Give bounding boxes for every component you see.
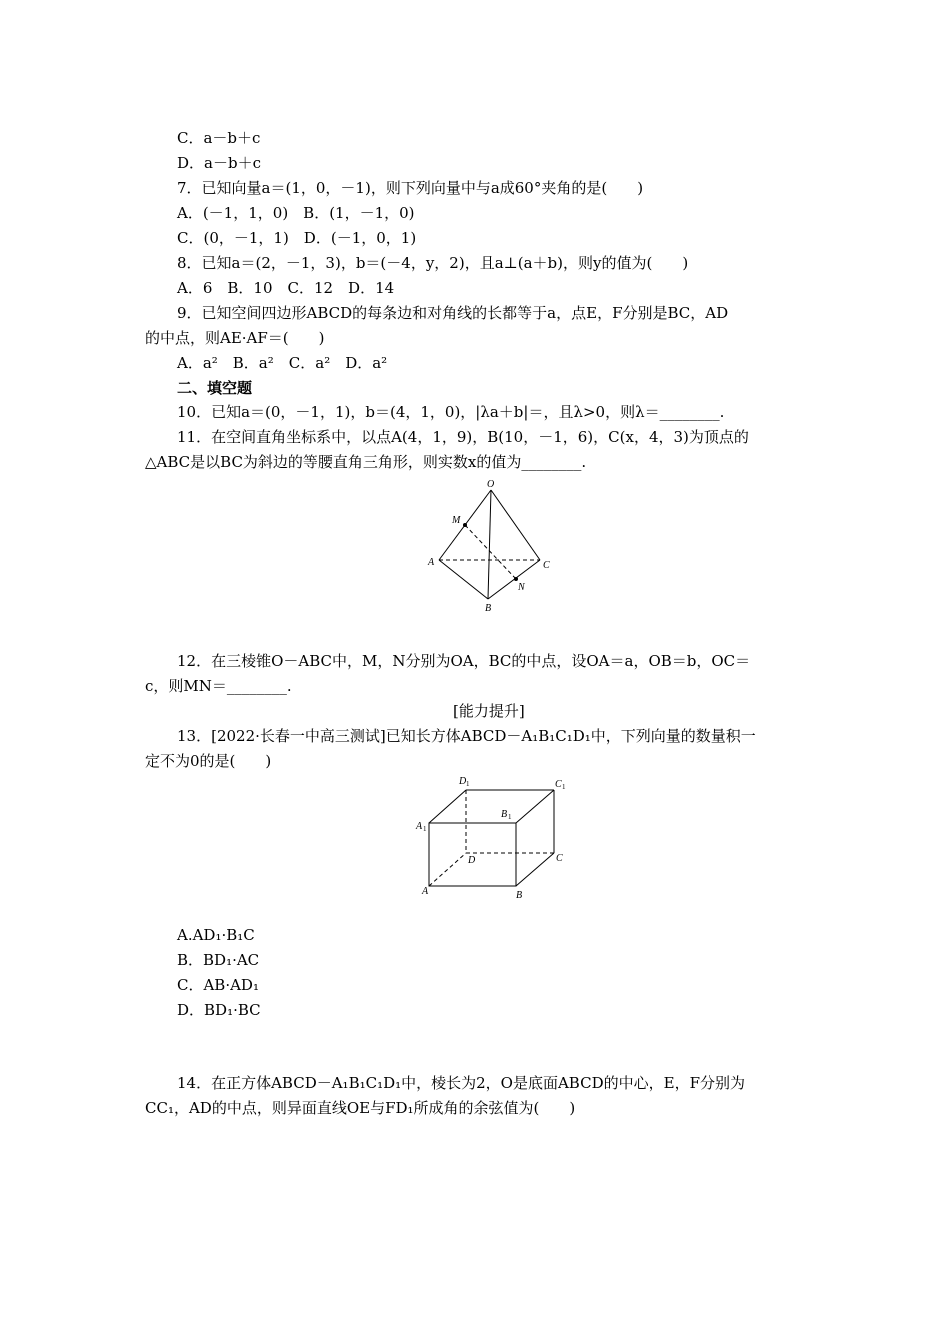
label-m: M: [452, 515, 461, 526]
options-ab-q7: A．(－1，1，0) B．(1，－1，0): [177, 204, 415, 222]
label-b: B: [485, 603, 492, 614]
svg-text:1: 1: [466, 780, 470, 788]
question-12-cont: c，则MN＝________.: [145, 677, 292, 695]
question-7: 7．已知向量a＝(1，0，－1)，则下列向量中与a成60°夹角的是( ): [177, 179, 644, 197]
question-13: 13．[2022·长春一中高三测试]已知长方体ABCD－A₁B₁C₁D₁中，下列向量的数量积一: [177, 727, 756, 745]
label-d: D: [468, 855, 476, 866]
question-12: 12．在三棱锥O－ABC中，M，N分别为OA，BC的中点，设OA＝a，OB＝b，OC＝: [177, 652, 751, 670]
question-11: 11．在空间直角坐标系中，以点A(4，1，9)，B(10，－1，6)，C(x，4，3)为顶点的: [177, 428, 749, 446]
options-cd-q7: C．(0，－1，1) D．(－1，0，1): [177, 229, 417, 247]
question-14-cont: CC₁，AD的中点，则异面直线OE与FD₁所成角的余弦值为( ): [145, 1099, 576, 1117]
label-a-cube: A: [422, 886, 429, 897]
section-title-fill-blank: 二、填空题: [177, 379, 253, 397]
label-b1: B: [501, 809, 508, 820]
options-q8: A．6 B．10 C．12 D．14: [177, 279, 395, 297]
question-10: 10．已知a＝(0，－1，1)，b＝(4，1，0)，|λa＋b|＝，且λ>0，则λ＝________.: [177, 403, 725, 421]
option-a-q13: A.AD₁·B₁C: [177, 926, 255, 944]
question-9: 9．已知空间四边形ABCD的每条边和对角线的长都等于a，点E，F分别是BC，AD: [177, 304, 729, 322]
tetrahedron-figure: [420, 476, 560, 616]
label-c1: C: [555, 779, 562, 790]
option-c-q13: C．AB·AD₁: [177, 976, 259, 994]
question-11-cont: △ABC是以BC为斜边的等腰直角三角形，则实数x的值为________.: [145, 453, 587, 471]
label-n: N: [518, 582, 525, 593]
option-d-q13: D．BD₁·BC: [177, 1001, 261, 1019]
section-title-ability: [能力提升]: [453, 702, 525, 720]
question-14: 14．在正方体ABCD－A₁B₁C₁D₁中，棱长为2，O是底面ABCD的中心，E，F分别为: [177, 1074, 745, 1092]
question-8: 8．已知a＝(2，－1，3)，b＝(－4，y，2)，且a⊥(a＋b)，则y的值为( ): [177, 254, 689, 272]
label-a: A: [428, 557, 435, 568]
question-13-cont: 定不为0的是( ): [145, 752, 272, 770]
label-o: O: [487, 479, 495, 490]
cuboid-figure: [412, 770, 576, 902]
option-d-q6: D．a－b＋c: [177, 154, 261, 172]
label-a1: A: [416, 821, 423, 832]
svg-text:1: 1: [562, 783, 566, 791]
options-q9: A．a² B．a² C．a² D．a²: [177, 354, 388, 372]
svg-text:1: 1: [508, 813, 512, 821]
label-c-cube: C: [556, 853, 563, 864]
svg-text:1: 1: [423, 825, 427, 833]
question-9-cont: 的中点，则AE·AF＝( ): [145, 329, 325, 347]
label-d1: D: [459, 776, 467, 787]
label-b-cube: B: [516, 890, 523, 901]
label-c: C: [543, 560, 550, 571]
option-b-q13: B．BD₁·AC: [177, 951, 260, 969]
option-c-q6: C．a－b＋c: [177, 129, 261, 147]
